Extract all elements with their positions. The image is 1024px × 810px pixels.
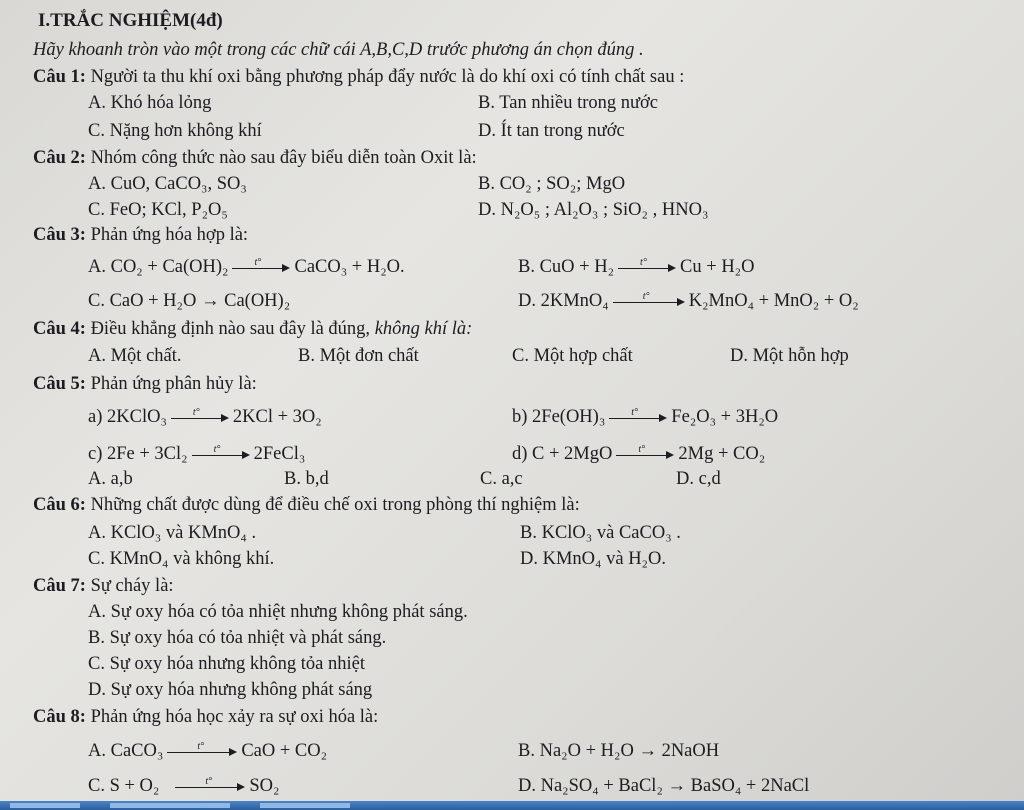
option-a[interactable]: A. a,b <box>88 469 133 489</box>
option-c[interactable]: C. KMnO₄ và không khí. <box>88 549 275 569</box>
reactants: b) 2Fe(OH)₃ <box>512 407 606 427</box>
question-8 <box>33 706 378 728</box>
question-text: Phản ứng phân hủy là: <box>90 374 257 394</box>
question-label: Câu 8: <box>33 707 86 727</box>
option-c[interactable]: C. Một hợp chất <box>512 346 633 366</box>
products: Cu + H₂O <box>680 257 755 277</box>
option-b[interactable]: B. b,d <box>284 469 329 489</box>
heat-condition: t° <box>213 443 221 455</box>
option-c[interactable]: C. Nặng hơn không khí <box>88 121 262 141</box>
question-text: Phản ứng hóa hợp là: <box>90 225 249 245</box>
question-text: Phản ứng hóa học xảy ra sự oxi hóa là: <box>90 707 379 727</box>
question-text: Điều khẳng định nào sau đây là đúng, <box>90 319 371 339</box>
question-3 <box>33 224 248 246</box>
reaction-arrow-icon <box>232 256 290 275</box>
reaction-c <box>88 443 305 465</box>
question-2 <box>33 147 477 169</box>
reaction-arrow-icon <box>616 443 674 462</box>
question-5 <box>33 373 257 395</box>
reaction-b <box>512 406 778 428</box>
products: CaCO₃ + H₂O. <box>294 257 405 277</box>
reactants: D. 2KMnO₄ <box>518 291 609 311</box>
question-label: Câu 1: <box>33 67 86 87</box>
option-a[interactable]: A. Khó hóa lỏng <box>88 93 212 113</box>
arrow-icon: → <box>200 291 220 311</box>
taskbar-item[interactable] <box>10 803 80 808</box>
question-label: Câu 6: <box>33 495 86 515</box>
products: 2KCl + 3O₂ <box>232 407 322 427</box>
option-a[interactable]: A. KClO₃ và KMnO₄ . <box>88 523 257 543</box>
option-a[interactable]: A. Sự oxy hóa có tỏa nhiệt nhưng không phát sáng. <box>88 602 468 622</box>
option-c[interactable] <box>88 290 290 312</box>
reaction-a <box>88 406 322 428</box>
heat-condition: t° <box>197 740 205 752</box>
products: CaO + CO₂ <box>241 741 328 761</box>
question-text: Sự cháy là: <box>90 576 174 596</box>
taskbar-item[interactable] <box>260 803 350 808</box>
question-label: Câu 2: <box>33 148 86 168</box>
reaction-arrow-icon <box>167 740 237 759</box>
heat-condition: t° <box>254 256 262 268</box>
option-c[interactable]: C. a,c <box>480 469 523 489</box>
question-text: Những chất được dùng để điều chế oxi trong phòng thí nghiệm là: <box>90 495 580 515</box>
question-7 <box>33 575 174 597</box>
heat-condition: t° <box>638 443 646 455</box>
reactants: C. S + O₂ <box>88 776 160 796</box>
option-b[interactable] <box>518 256 755 278</box>
option-b[interactable]: B. Tan nhiều trong nước <box>478 93 659 113</box>
taskbar-item[interactable] <box>110 803 230 808</box>
reaction-arrow-icon <box>175 775 245 794</box>
heat-condition: t° <box>205 775 213 787</box>
reaction-arrow-icon <box>192 443 250 462</box>
option-a[interactable]: A. CuO, CaCO₃, SO₃ <box>88 174 247 194</box>
option-c[interactable]: C. FeO; KCl, P₂O₅ <box>88 200 228 220</box>
reaction-arrow-icon <box>171 406 229 425</box>
products: SO₂ <box>249 776 280 796</box>
reactants: a) 2KClO₃ <box>88 407 167 427</box>
option-c[interactable] <box>88 775 279 797</box>
option-a[interactable] <box>88 740 327 762</box>
products: 2FeCl₃ <box>253 444 306 464</box>
option-d[interactable]: D. Sự oxy hóa nhưng không phát sáng <box>88 680 373 700</box>
question-text: Nhóm công thức nào sau đây biểu diễn toàn Oxit là: <box>90 148 477 168</box>
option-d[interactable]: D. c,d <box>676 469 721 489</box>
option-b[interactable]: B. KClO₃ và CaCO₃ . <box>520 523 681 543</box>
reactants: A. CaCO₃ <box>88 741 164 761</box>
instruction-text: Hãy khoanh tròn vào một trong các chữ cái A,B,C,D trước phương án chọn đúng . <box>33 40 644 60</box>
reaction-arrow-icon <box>618 256 676 275</box>
reactants: C. CaO + H₂O <box>88 291 197 311</box>
products: Ca(OH)₂ <box>224 291 291 311</box>
heat-condition: t° <box>642 290 650 302</box>
question-label: Câu 3: <box>33 225 86 245</box>
reactants: B. CuO + H₂ <box>518 257 615 277</box>
question-label: Câu 5: <box>33 374 86 394</box>
question-1 <box>33 66 684 88</box>
question-6 <box>33 494 580 516</box>
option-d[interactable]: D. KMnO₄ và H₂O. <box>520 549 666 569</box>
question-label: Câu 7: <box>33 576 86 596</box>
option-b[interactable]: B. Một đơn chất <box>298 346 419 366</box>
heat-condition: t° <box>631 406 639 418</box>
option-c[interactable]: C. Sự oxy hóa nhưng không tỏa nhiệt <box>88 654 365 674</box>
reaction-arrow-icon <box>609 406 667 425</box>
products: Fe₂O₃ + 3H₂O <box>671 407 779 427</box>
option-a[interactable]: A. Một chất. <box>88 346 182 366</box>
option-b[interactable]: B. Sự oxy hóa có tỏa nhiệt và phát sáng. <box>88 628 387 648</box>
question-text: Người ta thu khí oxi bằng phương pháp đẩy nước là do khí oxi có tính chất sau : <box>90 67 685 87</box>
option-a[interactable] <box>88 256 405 278</box>
taskbar <box>0 801 1024 810</box>
heat-condition: t° <box>640 256 647 268</box>
products: K₂MnO₄ + MnO₂ + O₂ <box>688 291 859 311</box>
reactants: A. CO₂ + Ca(OH)₂ <box>88 257 229 277</box>
question-label: Câu 4: <box>33 319 86 339</box>
option-d[interactable]: D. Na₂SO₄ + BaCl₂ → BaSO₄ + 2NaCl <box>518 776 810 796</box>
reaction-d <box>512 443 765 465</box>
heat-condition: t° <box>192 406 200 418</box>
products: 2Mg + CO₂ <box>678 444 766 464</box>
reactants: c) 2Fe + 3Cl₂ <box>88 444 188 464</box>
option-d[interactable]: D. Ít tan trong nước <box>478 121 625 141</box>
option-d[interactable]: D. Một hỗn hợp <box>730 346 849 366</box>
reactants: d) C + 2MgO <box>512 444 613 464</box>
question-text-italic: không khí là: <box>374 319 473 339</box>
question-4 <box>33 318 472 340</box>
reaction-arrow-icon <box>613 290 685 309</box>
section-title: I.TRẮC NGHIỆM(4đ) <box>38 10 223 31</box>
option-d[interactable]: D. N₂O₅ ; Al₂O₃ ; SiO₂ , HNO₃ <box>478 200 709 220</box>
option-b[interactable]: B. Na₂O + H₂O → 2NaOH <box>518 741 720 761</box>
option-b[interactable]: B. CO₂ ; SO₂; MgO <box>478 174 626 194</box>
option-d[interactable] <box>518 290 859 312</box>
